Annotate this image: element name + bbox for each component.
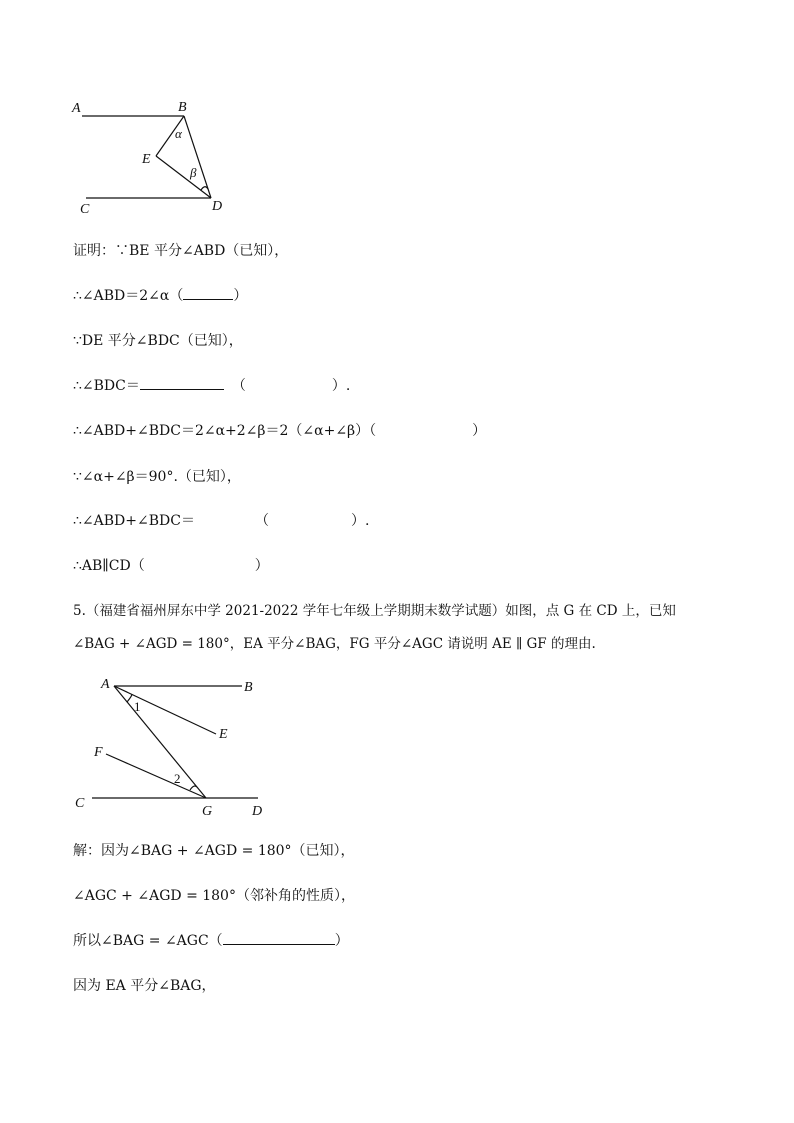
- label-g-2: G: [202, 804, 213, 819]
- answer-blank-8[interactable]: [223, 931, 335, 945]
- label-angle-2: 2: [174, 771, 181, 786]
- label-d: D: [212, 199, 223, 214]
- proof-line-3: ∵DE 平分∠BDC（已知），: [73, 333, 243, 349]
- label-a-2: A: [101, 677, 110, 692]
- problem-5-line-2: ∠BAG + ∠AGD = 180°，EA 平分∠BAG，FG 平分∠AGC 请说明 AE ∥ GF 的理由.: [73, 636, 596, 652]
- solution-line-1: 解：因为∠BAG + ∠AGD = 180°（已知），: [73, 843, 355, 859]
- proof-line-8: ∴AB∥CD（ ）: [73, 558, 269, 574]
- segment-ae: [114, 686, 216, 734]
- label-alpha: α: [175, 126, 182, 141]
- segment-bd: [184, 116, 211, 198]
- figure-2-diagram: [66, 670, 266, 820]
- proof-line-5: ∴∠ABD+∠BDC＝2∠α+2∠β＝2（∠α+∠β）（ ）: [73, 423, 487, 439]
- label-c-2: C: [75, 796, 85, 811]
- angle-mark-2: [190, 786, 197, 790]
- answer-blank-1[interactable]: [183, 286, 233, 300]
- proof-line-4: ∴∠BDC＝ （ ）.: [73, 378, 351, 394]
- angle-mark-beta: [201, 187, 208, 190]
- label-b: B: [178, 100, 187, 115]
- solution-line-2: ∠AGC + ∠AGD = 180°（邻补角的性质），: [73, 888, 355, 904]
- segment-fg: [106, 754, 206, 798]
- proof-line-6: ∵∠α+∠β＝90°.（已知），: [73, 469, 241, 485]
- problem-5-line-1: 5.（福建省福州屏东中学 2021-2022 学年七年级上学期期末数学试题）如图，点 G 在 CD 上，已知: [73, 603, 676, 619]
- angle-mark-1: [127, 694, 132, 702]
- label-d-2: D: [252, 804, 263, 819]
- proof-line-2: ∴∠ABD＝2∠α（ ）: [73, 288, 248, 304]
- answer-blank-2[interactable]: [140, 376, 224, 390]
- label-beta: β: [190, 165, 197, 180]
- label-f-2: F: [94, 745, 103, 760]
- figure-1-diagram: [60, 92, 240, 222]
- label-c: C: [80, 202, 90, 217]
- segment-ag: [114, 686, 206, 798]
- label-b-2: B: [244, 680, 253, 695]
- segment-ed: [156, 156, 211, 198]
- proof-line-7: ∴∠ABD+∠BDC＝ （ ）.: [73, 513, 370, 529]
- label-e: E: [142, 152, 151, 167]
- label-a: A: [72, 101, 81, 116]
- solution-line-4: 因为 EA 平分∠BAG，: [73, 978, 216, 994]
- proof-line-1: 证明：∵BE 平分∠ABD（已知），: [73, 243, 289, 259]
- solution-line-3: 所以∠BAG = ∠AGC（ ）: [73, 933, 349, 949]
- label-angle-1: 1: [134, 699, 141, 714]
- label-e-2: E: [219, 727, 228, 742]
